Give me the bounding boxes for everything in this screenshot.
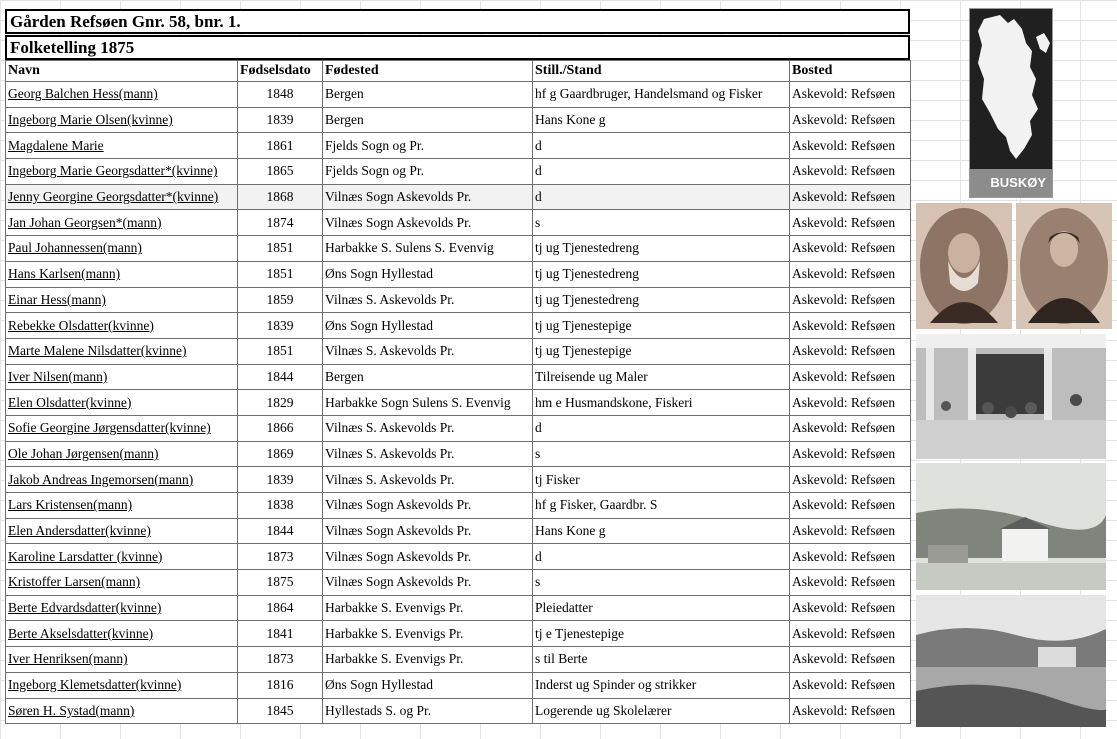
harbor-photo-2 <box>916 595 1106 727</box>
cell-birth-year: 1845 <box>238 698 323 724</box>
cell-residence: Askevold: Refsøen <box>790 698 911 724</box>
cell-birth-year: 1873 <box>238 647 323 673</box>
cell-residence: Askevold: Refsøen <box>790 621 911 647</box>
cell-occupation: Logerende ug Skolelærer <box>533 698 790 724</box>
cell-occupation: s til Berte <box>533 647 790 673</box>
cell-residence: Askevold: Refsøen <box>790 595 911 621</box>
person-link[interactable]: Jenny Georgine Georgsdatter*(kvinne) <box>6 184 238 210</box>
person-link[interactable]: Jakob Andreas Ingemorsen(mann) <box>6 467 238 493</box>
census-title: Folketelling 1875 <box>5 35 910 60</box>
cell-residence: Askevold: Refsøen <box>790 570 911 596</box>
cell-residence: Askevold: Refsøen <box>790 364 911 390</box>
cell-birth-year: 1839 <box>238 467 323 493</box>
cell-occupation: d <box>533 415 790 441</box>
cell-birthplace: Harbakke Sogn Sulens S. Evenvig <box>323 390 533 416</box>
cell-occupation: hf g Fisker, Gaardbr. S <box>533 493 790 519</box>
table-row <box>6 698 911 724</box>
person-link[interactable]: Rebekke Olsdatter(kvinne) <box>6 313 238 339</box>
cell-birth-year: 1848 <box>238 82 323 108</box>
column-header-birthdate: Fødselsdato <box>238 61 323 82</box>
cell-residence: Askevold: Refsøen <box>790 236 911 262</box>
cell-occupation: hf g Gaardbruger, Handelsmand og Fisker <box>533 82 790 108</box>
cell-birthplace: Vilnæs S. Askevolds Pr. <box>323 415 533 441</box>
person-link[interactable]: Kristoffer Larsen(mann) <box>6 570 238 596</box>
cell-occupation: tj ug Tjenestedreng <box>533 287 790 313</box>
cell-occupation: Tilreisende ug Maler <box>533 364 790 390</box>
column-header-residence: Bosted <box>790 61 911 82</box>
cell-occupation: s <box>533 441 790 467</box>
cell-birth-year: 1816 <box>238 672 323 698</box>
cell-birthplace: Øns Sogn Hyllestad <box>323 672 533 698</box>
cell-birth-year: 1874 <box>238 210 323 236</box>
cell-birthplace: Øns Sogn Hyllestad <box>323 313 533 339</box>
cell-residence: Askevold: Refsøen <box>790 338 911 364</box>
cell-occupation: tj ug Tjenestedreng <box>533 261 790 287</box>
table-row <box>6 441 911 467</box>
cell-birthplace: Harbakke S. Evenvigs Pr. <box>323 621 533 647</box>
cell-residence: Askevold: Refsøen <box>790 441 911 467</box>
person-link[interactable]: Lars Kristensen(mann) <box>6 493 238 519</box>
cell-birth-year: 1859 <box>238 287 323 313</box>
cell-residence: Askevold: Refsøen <box>790 544 911 570</box>
cell-occupation: d <box>533 133 790 159</box>
cell-occupation: d <box>533 544 790 570</box>
person-link[interactable]: Iver Henriksen(mann) <box>6 647 238 673</box>
cell-birthplace: Fjelds Sogn og Pr. <box>323 133 533 159</box>
cell-birthplace: Bergen <box>323 82 533 108</box>
table-row <box>6 467 911 493</box>
portrait-photo-man <box>916 203 1012 329</box>
portrait-photo-woman <box>1016 203 1112 329</box>
table-row <box>6 287 911 313</box>
table-row <box>6 647 911 673</box>
person-link[interactable]: Magdalene Marie <box>6 133 238 159</box>
cell-occupation: tj ug Tjenestepige <box>533 313 790 339</box>
cell-birthplace: Bergen <box>323 107 533 133</box>
cell-residence: Askevold: Refsøen <box>790 493 911 519</box>
cell-occupation: Inderst ug Spinder og strikker <box>533 672 790 698</box>
table-row <box>6 364 911 390</box>
cell-occupation: d <box>533 159 790 185</box>
table-row <box>6 518 911 544</box>
person-link[interactable]: Einar Hess(mann) <box>6 287 238 313</box>
cell-occupation: tj ug Tjenestepige <box>533 338 790 364</box>
cell-birthplace: Vilnæs Sogn Askevolds Pr. <box>323 184 533 210</box>
person-link[interactable]: Ingeborg Marie Olsen(kvinne) <box>6 107 238 133</box>
table-row <box>6 210 911 236</box>
cell-occupation: hm e Husmandskone, Fiskeri <box>533 390 790 416</box>
table-row <box>6 672 911 698</box>
cell-occupation: Pleiedatter <box>533 595 790 621</box>
person-link[interactable]: Sofie Georgine Jørgensdatter(kvinne) <box>6 415 238 441</box>
cell-residence: Askevold: Refsøen <box>790 647 911 673</box>
cell-birthplace: Harbakke S. Evenvigs Pr. <box>323 595 533 621</box>
harbor-photo-1 <box>916 463 1106 590</box>
cell-birthplace: Vilnæs S. Askevolds Pr. <box>323 441 533 467</box>
table-row <box>6 133 911 159</box>
cell-birthplace: Harbakke S. Sulens S. Evenvig <box>323 236 533 262</box>
cell-birth-year: 1829 <box>238 390 323 416</box>
cell-residence: Askevold: Refsøen <box>790 672 911 698</box>
cell-birthplace: Vilnæs Sogn Askevolds Pr. <box>323 570 533 596</box>
column-header-name: Navn <box>6 61 238 82</box>
cell-occupation: Hans Kone g <box>533 518 790 544</box>
person-link[interactable]: Ingeborg Klemetsdatter(kvinne) <box>6 672 238 698</box>
cell-birth-year: 1869 <box>238 441 323 467</box>
cell-birth-year: 1866 <box>238 415 323 441</box>
cell-occupation: Hans Kone g <box>533 107 790 133</box>
cell-residence: Askevold: Refsøen <box>790 390 911 416</box>
cell-birth-year: 1844 <box>238 364 323 390</box>
cell-residence: Askevold: Refsøen <box>790 184 911 210</box>
cell-residence: Askevold: Refsøen <box>790 415 911 441</box>
person-link[interactable]: Georg Balchen Hess(mann) <box>6 82 238 108</box>
farm-title: Gården Refsøen Gnr. 58, bnr. 1. <box>5 9 910 34</box>
table-row <box>6 313 911 339</box>
cell-birth-year: 1875 <box>238 570 323 596</box>
table-header-row <box>6 61 911 82</box>
person-link[interactable]: Elen Andersdatter(kvinne) <box>6 518 238 544</box>
cell-residence: Askevold: Refsøen <box>790 107 911 133</box>
cell-occupation: tj e Tjenestepige <box>533 621 790 647</box>
cell-birth-year: 1841 <box>238 621 323 647</box>
table-row <box>6 107 911 133</box>
table-row <box>6 390 911 416</box>
person-link[interactable]: Elen Olsdatter(kvinne) <box>6 390 238 416</box>
table-row <box>6 338 911 364</box>
person-link[interactable]: Iver Nilsen(mann) <box>6 364 238 390</box>
cell-birthplace: Hyllestads S. og Pr. <box>323 698 533 724</box>
cell-birthplace: Vilnæs S. Askevolds Pr. <box>323 338 533 364</box>
cell-occupation: s <box>533 210 790 236</box>
person-link[interactable]: Berte Akselsdatter(kvinne) <box>6 621 238 647</box>
porch-group-photo <box>916 334 1106 459</box>
cell-birth-year: 1851 <box>238 236 323 262</box>
cell-birth-year: 1865 <box>238 159 323 185</box>
cell-birthplace: Vilnæs Sogn Askevolds Pr. <box>323 210 533 236</box>
cell-birth-year: 1839 <box>238 107 323 133</box>
cell-residence: Askevold: Refsøen <box>790 261 911 287</box>
table-row <box>6 236 911 262</box>
person-link[interactable]: Marte Malene Nilsdatter(kvinne) <box>6 338 238 364</box>
person-link[interactable]: Ingeborg Marie Georgsdatter*(kvinne) <box>6 159 238 185</box>
cell-birthplace: Øns Sogn Hyllestad <box>323 261 533 287</box>
census-table <box>5 60 911 724</box>
table-row <box>6 184 911 210</box>
column-header-birthplace: Fødested <box>323 61 533 82</box>
cell-birth-year: 1844 <box>238 518 323 544</box>
cell-birth-year: 1851 <box>238 261 323 287</box>
cell-birth-year: 1864 <box>238 595 323 621</box>
person-link[interactable]: Søren H. Systad(mann) <box>6 698 238 724</box>
table-row <box>6 595 911 621</box>
column-header-occupation: Still./Stand <box>533 61 790 82</box>
cell-occupation: tj ug Tjenestedreng <box>533 236 790 262</box>
cell-occupation: tj Fisker <box>533 467 790 493</box>
cell-residence: Askevold: Refsøen <box>790 287 911 313</box>
cell-residence: Askevold: Refsøen <box>790 467 911 493</box>
cell-birth-year: 1873 <box>238 544 323 570</box>
buskoy-map-logo <box>969 8 1053 198</box>
table-row <box>6 544 911 570</box>
person-link[interactable]: Jan Johan Georgsen*(mann) <box>6 210 238 236</box>
table-row <box>6 82 911 108</box>
person-link[interactable]: Ole Johan Jørgensen(mann) <box>6 441 238 467</box>
cell-residence: Askevold: Refsøen <box>790 518 911 544</box>
cell-residence: Askevold: Refsøen <box>790 313 911 339</box>
table-row <box>6 493 911 519</box>
cell-birth-year: 1851 <box>238 338 323 364</box>
cell-occupation: d <box>533 184 790 210</box>
cell-birth-year: 1868 <box>238 184 323 210</box>
person-link[interactable]: Berte Edvardsdatter(kvinne) <box>6 595 238 621</box>
table-row <box>6 570 911 596</box>
cell-birth-year: 1861 <box>238 133 323 159</box>
person-link[interactable]: Karoline Larsdatter (kvinne) <box>6 544 238 570</box>
person-link[interactable]: Hans Karlsen(mann) <box>6 261 238 287</box>
table-row <box>6 159 911 185</box>
cell-residence: Askevold: Refsøen <box>790 210 911 236</box>
cell-birthplace: Vilnæs Sogn Askevolds Pr. <box>323 544 533 570</box>
table-row <box>6 415 911 441</box>
cell-birthplace: Fjelds Sogn og Pr. <box>323 159 533 185</box>
cell-birthplace: Harbakke S. Evenvigs Pr. <box>323 647 533 673</box>
cell-residence: Askevold: Refsøen <box>790 159 911 185</box>
cell-birthplace: Vilnæs Sogn Askevolds Pr. <box>323 518 533 544</box>
brand-label: BUSKØY <box>970 169 1052 197</box>
table-row <box>6 621 911 647</box>
cell-birth-year: 1839 <box>238 313 323 339</box>
person-link[interactable]: Paul Johannessen(mann) <box>6 236 238 262</box>
table-row <box>6 261 911 287</box>
cell-birthplace: Vilnæs S. Askevolds Pr. <box>323 287 533 313</box>
cell-birth-year: 1838 <box>238 493 323 519</box>
cell-birthplace: Vilnæs Sogn Askevolds Pr. <box>323 493 533 519</box>
cell-birthplace: Bergen <box>323 364 533 390</box>
cell-occupation: s <box>533 570 790 596</box>
cell-residence: Askevold: Refsøen <box>790 133 911 159</box>
cell-birthplace: Vilnæs S. Askevolds Pr. <box>323 467 533 493</box>
cell-residence: Askevold: Refsøen <box>790 82 911 108</box>
